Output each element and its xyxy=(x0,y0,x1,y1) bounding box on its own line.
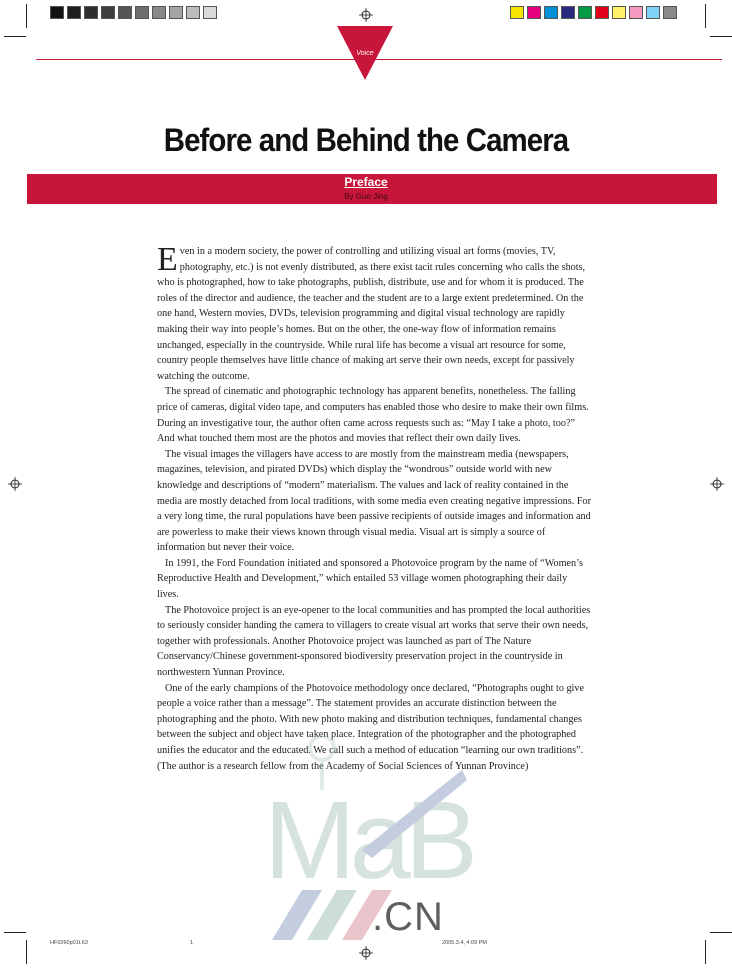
footer-timestamp: 2005.3.4, 4:09 PM xyxy=(442,940,487,946)
crop-mark-bottom-left-h xyxy=(4,932,26,933)
paragraph-1 xyxy=(157,241,591,384)
color-swatch xyxy=(527,6,541,19)
grayscale-swatch xyxy=(169,6,183,19)
color-swatch xyxy=(629,6,643,19)
grayscale-swatch xyxy=(152,6,166,19)
color-swatch xyxy=(595,6,609,19)
crop-mark-top-left-v xyxy=(26,4,27,28)
grayscale-swatch xyxy=(101,6,115,19)
byline: By Guo Jing xyxy=(344,192,388,201)
crop-mark-bottom-right-v xyxy=(705,940,706,964)
grayscale-swatch xyxy=(84,6,98,19)
grayscale-swatch xyxy=(67,6,81,19)
color-swatch xyxy=(578,6,592,19)
grayscale-swatch xyxy=(186,6,200,19)
color-swatch xyxy=(510,6,524,19)
color-swatch xyxy=(663,6,677,19)
grayscale-swatch xyxy=(50,6,64,19)
footer-file: HF0260p01t.63 xyxy=(50,940,88,946)
crop-mark-top-left-h xyxy=(4,36,26,37)
article-body xyxy=(157,241,591,774)
footer-page: 1 xyxy=(190,940,194,946)
paragraph-2: The spread of cinematic and photographic technology has apparent benefits, nonetheless. The falling price of cameras, digital video tape, and computers has enabled those who desire to make their own films. During an investigative tour, the author often came across requests such as: “May I take a photo, too?” And what touched them most are the photos and movies that reflect their own daily lives. xyxy=(157,386,589,445)
grayscale-swatch xyxy=(135,6,149,19)
grayscale-swatch xyxy=(118,6,132,19)
drop-cap: E xyxy=(157,241,178,278)
page-title: Before and Behind the Camera xyxy=(163,122,569,158)
crop-mark-top-right-h xyxy=(710,36,732,37)
section-label: Preface xyxy=(344,175,388,189)
color-swatch xyxy=(612,6,626,19)
paragraph-5: The Photovoice project is an eye-opener to the local communities and has prompted the local authorities to seriously consider handing the camera to villagers to create visual art works that serve their own needs, together with professionals. Another Photovoice project was launched as part of The Nature Conservancy/Chinese government-sponsored biodiversity preservation project in the countryside in northwestern Yunnan Province. xyxy=(157,604,591,679)
paragraph-1-text: ven in a modern society, the power of controlling and utilizing visual art forms (movies, TV, photography, etc.) is not evenly distributed, as there exist tacit rules concerning who calls the shots, who is photographed, how to take photographs, publish, distribute, use and for whom it is produced. The roles of the director and audience, the teacher and the student are to a large extent predetermined. On the one hand, Western movies, DVDs, television programming and digital visual technology are rapidly making their way into people’s homes. But on the other, the one-way flow of information remains unchanged, especially in the countryside. While rural life has become a visual art resource for some, country people themselves have little chance of making art serve their own needs, except for passively watching the outcome. xyxy=(157,246,586,382)
paragraph-4: In 1991, the Ford Foundation initiated and sponsored a Photovoice program by the name of “Women’s Reproductive Health and Development,” which entailed 53 village women photographing their daily lives. xyxy=(157,557,583,601)
paragraph-6: One of the early champions of the Photovoice methodology once declared, “Photographs ought to give people a voice rather than a message”. The statement provides an accurate distinction between the photographing and the photo. With new photo making and distribution techniques, fundamental changes between the subject and object have taken place. Integration of the photographer and the photographed unifies the educator and the educated. We call such a method of education “learning our own traditions”. xyxy=(157,682,584,756)
color-swatch xyxy=(561,6,575,19)
registration-mark-top-icon xyxy=(359,8,373,22)
crop-mark-top-right-v xyxy=(705,4,706,28)
author-note: (The author is a research fellow from the Academy of Social Sciences of Yunnan Province) xyxy=(157,760,529,772)
header-triangle-label: Voice xyxy=(356,50,374,57)
registration-mark-left-icon xyxy=(8,477,22,491)
paragraph-3: The visual images the villagers have access to are mostly from the mainstream media (newspapers, magazines, television, and pirated DVDs) which display the “wondrous” outside world with new knowledge and descriptions of “modern” materialism. The values and lack of reality contained in the media are mostly detached from local traditions, with some media even creating negative impressions. For a very long time, the rural populations have been passive recipients of outside images and information and are powerless to make their views known through visual media. Visual art is simply a source of information but never their voice. xyxy=(157,448,591,554)
crop-mark-bottom-left-v xyxy=(26,940,27,964)
grayscale-swatch xyxy=(203,6,217,19)
svg-text:MaB: MaB xyxy=(264,779,473,902)
registration-mark-right-icon xyxy=(710,477,724,491)
crop-mark-bottom-right-h xyxy=(710,932,732,933)
watermark-suffix: .CN xyxy=(372,895,444,939)
color-swatch xyxy=(544,6,558,19)
color-swatch xyxy=(646,6,660,19)
